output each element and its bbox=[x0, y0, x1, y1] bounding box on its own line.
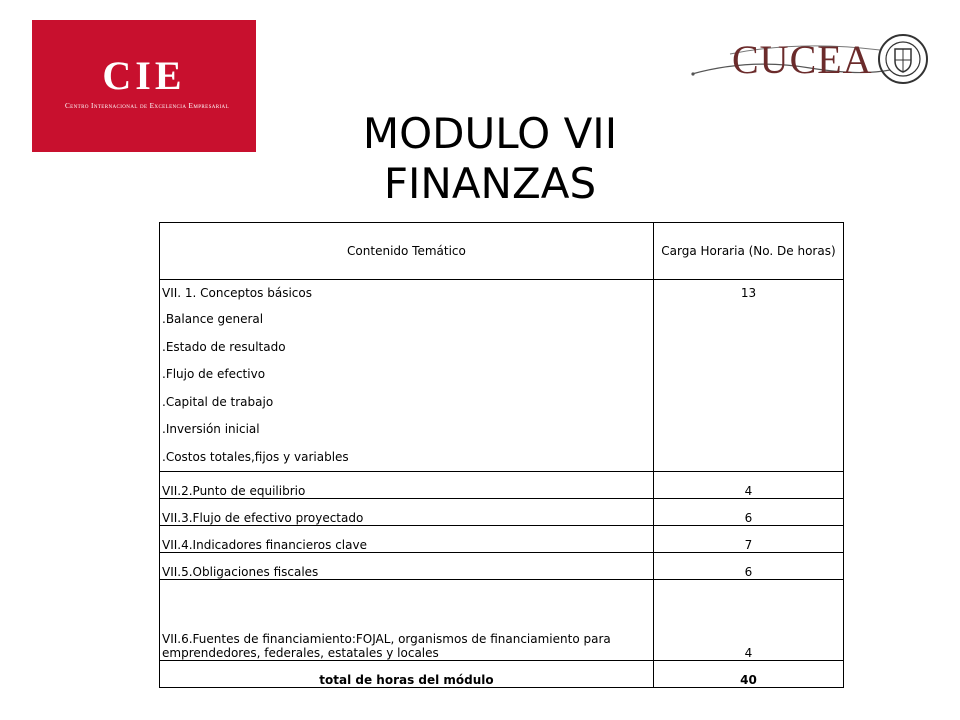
hours-cell: 4 bbox=[653, 580, 843, 661]
header-contenido: Contenido Temático bbox=[160, 223, 654, 280]
table-row bbox=[160, 580, 844, 661]
cucea-logo bbox=[690, 30, 935, 88]
cucea-logo-text: CUCEA bbox=[732, 37, 873, 82]
topic-cell: VII.4.Indicadores financieros clave bbox=[160, 526, 654, 553]
topic-block bbox=[160, 280, 654, 472]
cucea-seal-icon bbox=[876, 32, 930, 86]
topic-line: .Estado de resultado bbox=[162, 339, 286, 354]
content-table bbox=[159, 222, 844, 688]
hours-cell: 6 bbox=[653, 553, 843, 580]
hours-cell: 7 bbox=[653, 526, 843, 553]
table-row bbox=[160, 499, 844, 526]
topic-cell: VII.3.Flujo de efectivo proyectado bbox=[160, 499, 654, 526]
table-header-row bbox=[160, 223, 844, 280]
cie-logo-name: Centro Internacional de Excelencia Empresarial bbox=[64, 102, 230, 110]
total-hours: 40 bbox=[653, 661, 843, 688]
table-total-row bbox=[160, 661, 844, 688]
hours-cell bbox=[653, 280, 843, 472]
topic-cell: VII.5.Obligaciones fiscales bbox=[160, 553, 654, 580]
hours-cell: 6 bbox=[653, 499, 843, 526]
topic-line: .Flujo de efectivo bbox=[162, 367, 266, 381]
table-row bbox=[160, 526, 844, 553]
header-carga-horaria: Carga Horaria (No. De horas) bbox=[653, 223, 843, 280]
topic-cell: VII.2.Punto de equilibrio bbox=[160, 472, 654, 499]
table-row bbox=[160, 472, 844, 499]
page-subtitle: FINANZAS bbox=[383, 159, 597, 208]
page-title: MODULO VII bbox=[362, 109, 618, 158]
total-label: total de horas del módulo bbox=[160, 661, 654, 688]
hours-cell: 4 bbox=[653, 472, 843, 499]
table-row bbox=[160, 280, 844, 472]
hours-value: 13 bbox=[740, 286, 757, 300]
topic-line: .Costos totales,fijos y variables bbox=[162, 449, 349, 464]
topic-line: .Capital de trabajo bbox=[162, 394, 274, 409]
table-row bbox=[160, 553, 844, 580]
topic-cell: VII.6.Fuentes de financiamiento:FOJAL, organismos de financiamiento para emprendedores, federales, estatales y locales bbox=[160, 580, 654, 661]
topic-line: .Balance general bbox=[162, 312, 264, 326]
topic-line: VII. 1. Conceptos básicos bbox=[162, 286, 312, 300]
topic-line: .Inversión inicial bbox=[162, 422, 260, 436]
cie-logo-mark: CIE bbox=[102, 53, 186, 98]
